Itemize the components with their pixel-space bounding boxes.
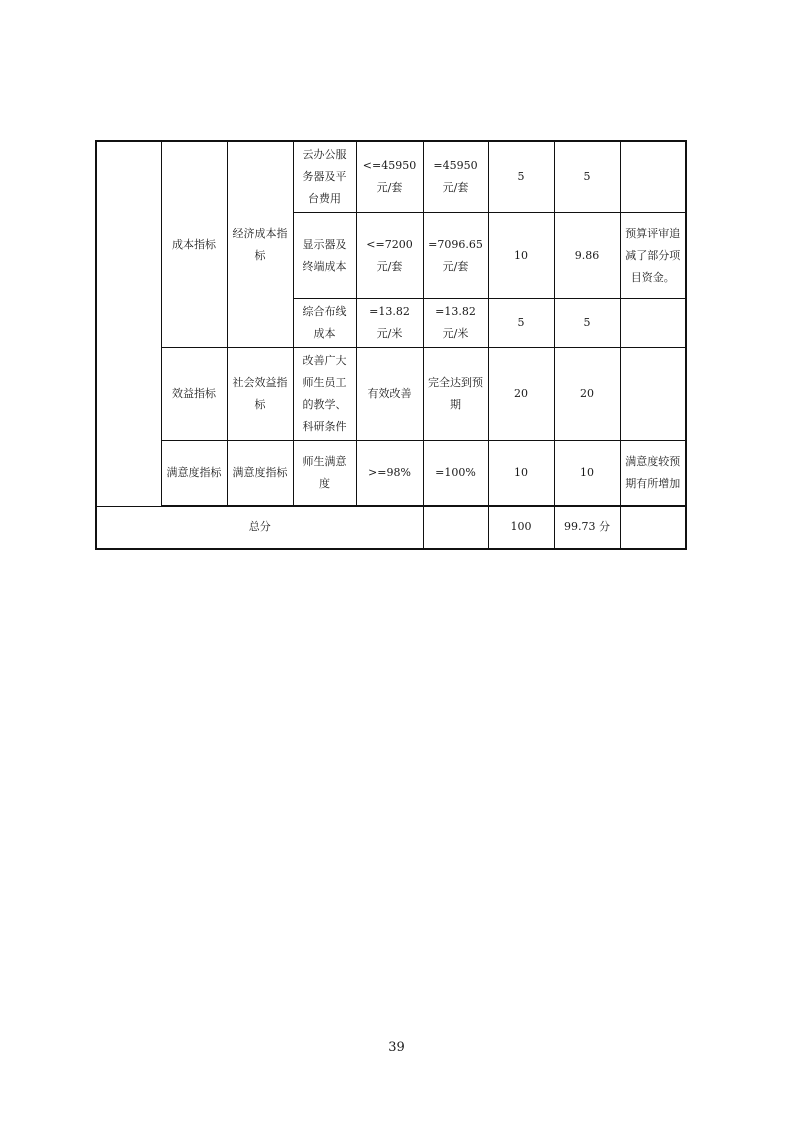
weight-cell: 20 (488, 348, 554, 441)
score-cell: 5 (554, 299, 620, 348)
target-cell: >=98% (356, 441, 423, 506)
score-cell: 9.86 (554, 213, 620, 299)
actual-cell: =45950 元/套 (423, 141, 488, 213)
target-cell: <=45950 元/套 (356, 141, 423, 213)
actual-cell: =100% (423, 441, 488, 506)
weight-cell: 5 (488, 141, 554, 213)
level1-blank-cell (96, 141, 161, 507)
total-label-cell: 总分 (96, 507, 423, 549)
total-weight-cell: 100 (488, 507, 554, 549)
table-row (96, 348, 686, 441)
table-row (96, 441, 686, 506)
table-row (96, 141, 686, 213)
item-cell: 师生满意度 (293, 441, 356, 506)
weight-cell: 5 (488, 299, 554, 348)
score-cell: 20 (554, 348, 620, 441)
benefit-level2-cell: 效益指标 (161, 348, 227, 441)
satisfaction-level3-cell: 满意度指标 (227, 441, 293, 506)
item-cell: 显示器及终端成本 (293, 213, 356, 299)
target-cell: <=7200 元/套 (356, 213, 423, 299)
note-cell (620, 348, 686, 441)
score-cell: 5 (554, 141, 620, 213)
cost-level2-cell: 成本指标 (161, 141, 227, 348)
page-number: 39 (388, 1040, 405, 1055)
target-cell: 有效改善 (356, 348, 423, 441)
weight-cell: 10 (488, 213, 554, 299)
performance-table-section (95, 140, 685, 550)
actual-cell: 完全达到预期 (423, 348, 488, 441)
item-cell: 改善广大师生员工的教学、科研条件 (293, 348, 356, 441)
cost-level3-cell: 经济成本指标 (227, 141, 293, 348)
note-cell: 预算评审追减了部分项目资金。 (620, 213, 686, 299)
target-cell: =13.82 元/米 (356, 299, 423, 348)
actual-cell: =7096.65 元/套 (423, 213, 488, 299)
total-row (96, 507, 686, 549)
score-cell: 10 (554, 441, 620, 506)
note-cell: 满意度较预期有所增加 (620, 441, 686, 506)
actual-cell: =13.82 元/米 (423, 299, 488, 348)
item-cell: 云办公服务器及平台费用 (293, 141, 356, 213)
total-blank-cell (423, 507, 488, 549)
total-score-cell: 99.73 分 (554, 507, 620, 549)
total-note-cell (620, 507, 686, 549)
weight-cell: 10 (488, 441, 554, 506)
satisfaction-level2-cell: 满意度指标 (161, 441, 227, 506)
benefit-level3-cell: 社会效益指标 (227, 348, 293, 441)
performance-indicator-table (95, 140, 687, 550)
note-cell (620, 299, 686, 348)
note-cell (620, 141, 686, 213)
item-cell: 综合布线成本 (293, 299, 356, 348)
